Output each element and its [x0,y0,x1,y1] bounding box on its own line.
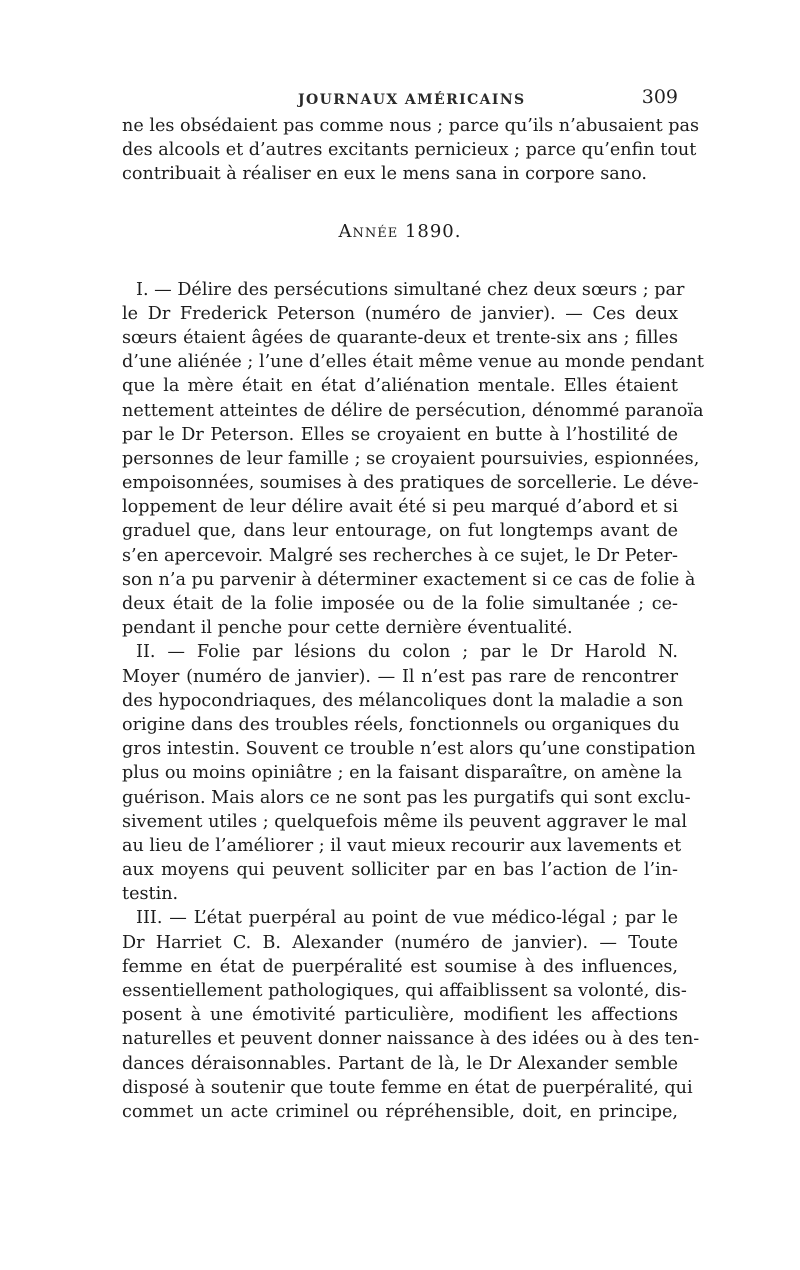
running-title: JOURNAUX AMÉRICAINS [298,92,526,108]
text-line: gros intestin. Souvent ce trouble n’est alors qu’une constipation [122,739,696,760]
text-line: naturelles et peuvent donner naissance à des idées ou à des ten- [122,1029,700,1050]
text-line: III. — L’état puerpéral au point de vue médico-légal ; par le [136,908,678,929]
text-line: femme en état de puerpéralité est soumise à des influences, [122,956,678,977]
text-line: le Dr Frederick Peterson (numéro de janvier). — Ces deux [122,303,678,324]
text-line: personnes de leur famille ; se croyaient poursuivies, espionnées, [122,448,700,469]
text-line: que la mère était en état d’aliénation mentale. Elles étaient [122,376,678,397]
text-line: I. — Délire des persécutions simultané chez deux sœurs ; par [136,279,685,300]
text-line: contribuait à réaliser en eux le mens sana in corpore sano. [122,164,647,185]
text-line: disposé à soutenir que toute femme en état de puerpéralité, qui [122,1077,693,1098]
text-line: des hypocondriaques, des mélancoliques dont la maladie a son [122,690,684,711]
text-line: dances déraisonnables. Partant de là, le Dr Alexander semble [122,1053,678,1074]
text-line: empoisonnées, soumises à des pratiques de sorcellerie. Le déve- [122,473,699,494]
text-line: graduel que, dans leur entourage, on fut longtemps avant de [122,521,678,542]
intro-paragraph [122,114,700,187]
book-page [122,86,704,1124]
text-line: nettement atteintes de délire de persécution, dénommé paranoïa [122,400,704,421]
text-line: pendant il penche pour cette dernière éventualité. [122,618,573,639]
text-line: ne les obsédaient pas comme nous ; parce qu’ils n’abusaient pas [122,116,700,136]
paragraph-1 [122,278,704,641]
text-line: sœurs étaient âgées de quarante-deux et trente-six ans ; filles [122,327,678,348]
text-line: des alcools et d’autres excitants pernicieux ; parce qu’enfin tout [122,140,697,161]
section-title: Année 1890. [338,220,462,242]
text-line: II. — Folie par lésions du colon ; par le Dr Harold N. [136,642,678,663]
page-header [122,88,678,114]
text-line: d’une aliénée ; l’une d’elles était même venue au monde pendant [122,352,704,373]
text-line: guérison. Mais alors ce ne sont pas les purgatifs qui sont exclu- [122,787,691,808]
text-line: origine dans des troubles réels, fonctionnels ou organiques du [122,714,680,735]
text-line: plus ou moins opiniâtre ; en la faisant disparaître, on amène la [122,763,683,784]
text-line: sivement utiles ; quelquefois même ils peuvent aggraver le mal [122,811,688,832]
text-line: deux était de la folie imposée ou de la folie simultanée ; ce- [122,594,678,614]
paragraph-3 [122,906,700,1124]
text-line: Moyer (numéro de janvier). — Il n’est pas rare de rencontrer [122,666,678,687]
text-line: au lieu de l’améliorer ; il vaut mieux recourir aux lavements et [122,835,682,856]
text-line: Dr Harriet C. B. Alexander (numéro de janvier). — Toute [122,932,678,953]
text-line: essentiellement pathologiques, qui affaiblissent sa volonté, dis- [122,981,687,1001]
text-line: posent à une émotivité particulière, modifient les affections [122,1005,678,1026]
text-line: s’en apercevoir. Malgré ses recherches à ce sujet, le Dr Peter- [122,545,678,566]
text-line: commet un acte criminel ou répréhensible, doit, en principe, [122,1101,678,1122]
text-line: testin. [122,884,179,905]
text-line: son n’a pu parvenir à déterminer exactement si ce cas de folie à [122,569,696,590]
text-line: loppement de leur délire avait été si peu marqué d’abord et si [122,497,678,518]
paragraph-2 [122,640,696,906]
page-number: 309 [641,86,678,108]
text-line: aux moyens qui peuvent solliciter par en bas l’action de l’in- [122,860,678,881]
text-line: par le Dr Peterson. Elles se croyaient en butte à l’hostilité de [122,424,678,445]
